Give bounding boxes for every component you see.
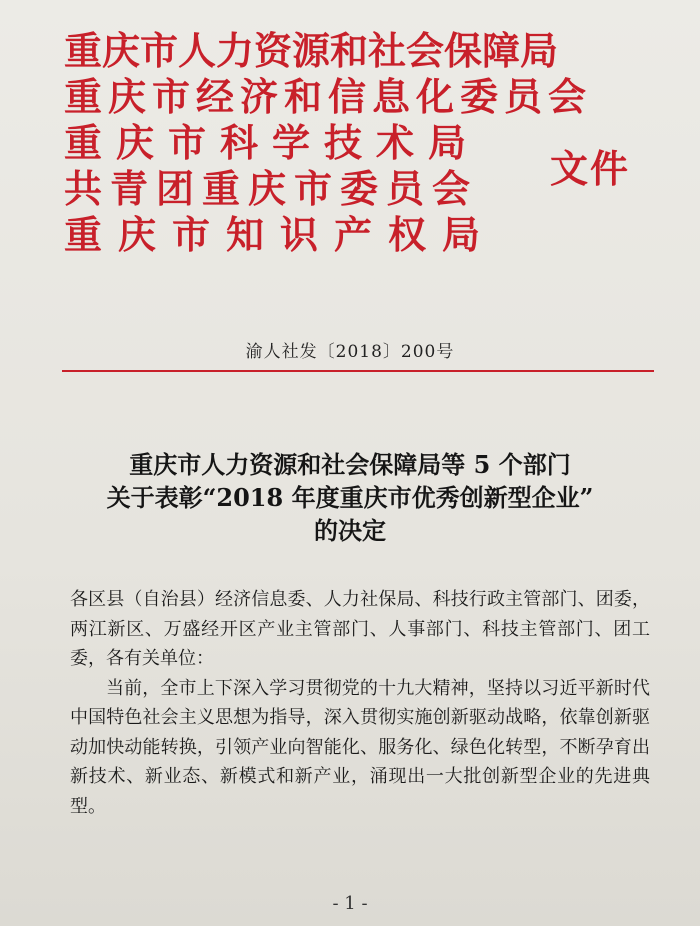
issuing-organizations: [64, 28, 664, 258]
org-name-5: 重庆市知识产权局: [64, 213, 497, 257]
document-number: 渝人社发〔2018〕200号: [245, 342, 455, 362]
header-red-divider: [62, 370, 654, 372]
document-label: 文件: [550, 147, 631, 191]
org-name-2: 重庆市经济和信息化委员会: [64, 75, 593, 119]
title-line-1: 重庆市人力资源和社会保障局等 5 个部门: [129, 450, 571, 479]
body-paragraph-1: 当前，全市上下深入学习贯彻党的十九大精神，坚持以习近平新时代中国特色社会主义思想为指导，深入贯彻实施创新驱动战略，依靠创新驱动加快动能转换，引领产业向智能化、服务化、绿色化转型，不断孕育出新技术、新业态、新模式和新产业，涌现出一大批创新型企业的先进典型。: [70, 677, 650, 817]
org-name-1: 重庆市人力资源和社会保障局: [64, 29, 559, 73]
org-name-4: 共青团重庆市委员会: [64, 167, 479, 211]
page-number: - 1 -: [332, 893, 368, 914]
title-line-3: 的决定: [314, 516, 386, 545]
addressee: 各区县（自治县）经济信息委、人力社保局、科技行政主管部门、团委，两江新区、万盛经开区产业主管部门、人事部门、科技主管部门、团工委，各有关单位：: [70, 589, 650, 669]
title-line-2: 关于表彰“2018 年度重庆市优秀创新型企业”: [106, 483, 594, 512]
document-body: [70, 585, 650, 821]
document-title: [40, 448, 660, 547]
org-name-3: 重庆市科学技术局: [64, 121, 481, 165]
